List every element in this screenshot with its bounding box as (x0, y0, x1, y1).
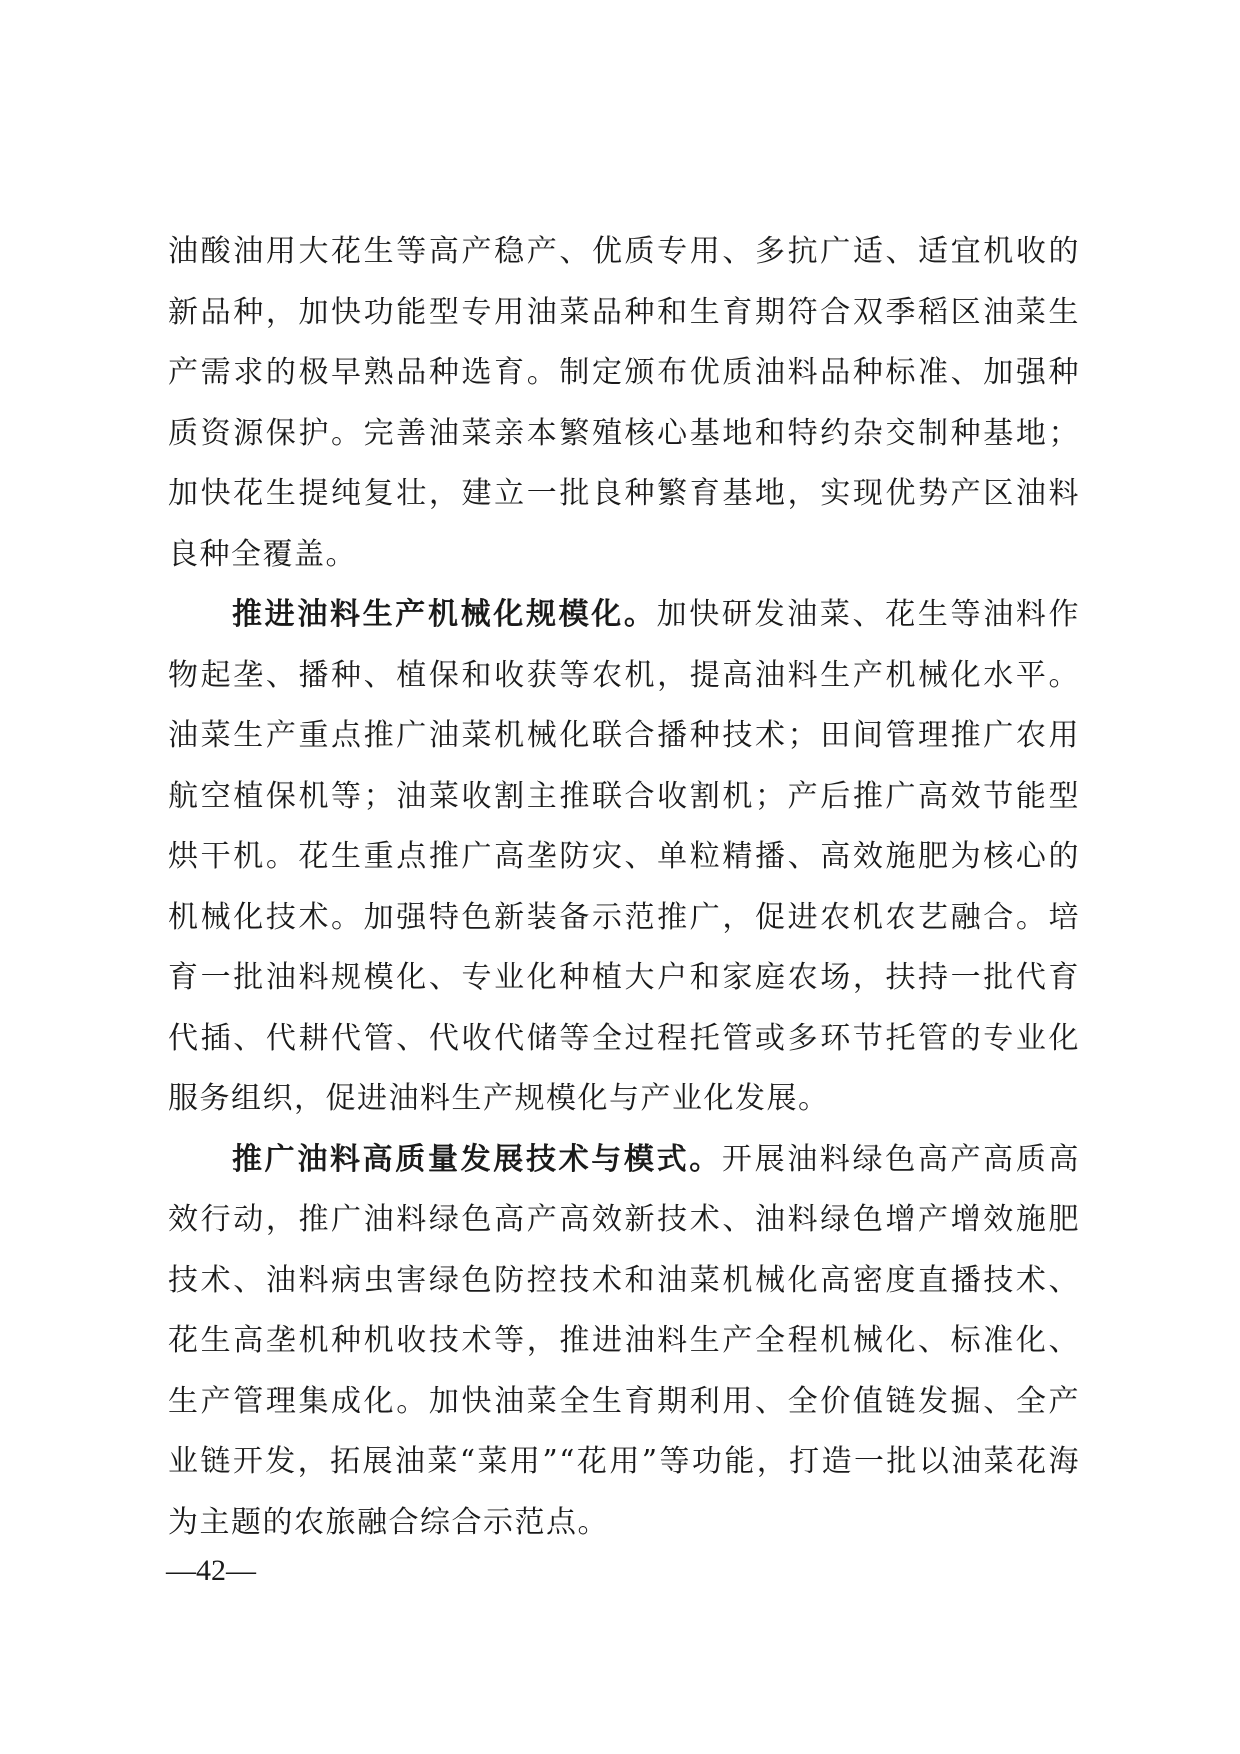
paragraph-heading: 推广油料高质量发展技术与模式。 (232, 1141, 722, 1177)
paragraph-text: 油酸油用大花生等高产稳产、优质专用、多抗广适、适宜机收的新品种，加快功能型专用油菜品种和生育期符合双季稻区油菜生产需求的极早熟品种选育。制定颁布优质油料品种标准、加强种质资源保护。完善油菜亲本繁殖核心基地和特约杂交制种基地；加快花生提纯复壮，建立一批良种繁育基地，实现优势产区油料良种全覆盖。 (168, 234, 1080, 572)
paragraph-heading: 推进油料生产机械化规模化。 (232, 597, 657, 632)
paragraph-seed-breeding (168, 222, 1080, 585)
paragraph-text: 开展油料绿色高产高质高效行动，推广油料绿色高产高效新技术、油料绿色增产增效施肥技术、油料病虫害绿色防控技术和油菜机械化高密度直播技术、花生高垄机种机收技术等，推进油料生产全程机械化、标准化、生产管理集成化。加快油菜全生育期利用、全价值链发掘、全产业链开发，拓展油菜“菜用”“花用”等功能，打造一批以油菜花海为主题的农旅融合综合示范点。 (168, 1141, 1081, 1540)
paragraph-mechanization (168, 585, 1080, 1130)
paragraph-text: 加快研发油菜、花生等油料作物起垄、播种、植保和收获等农机，提高油料生产机械化水平。油菜生产重点推广油菜机械化联合播种技术；田间管理推广农用航空植保机等；油菜收割主推联合收割机；产后推广高效节能型烘干机。花生重点推广高垄防灾、单粒精播、高效施肥为核心的机械化技术。加强特色新装备示范推广，促进农机农艺融合。培育一批油料规模化、专业化种植大户和家庭农场，扶持一批代育代插、代耕代管、代收代储等全过程托管或多环节托管的专业化服务组织，促进油料生产规模化与产业化发展。 (168, 597, 1081, 1116)
document-body (168, 222, 1080, 1553)
page-number: —42— (166, 1554, 256, 1587)
paragraph-quality-development (168, 1130, 1080, 1554)
